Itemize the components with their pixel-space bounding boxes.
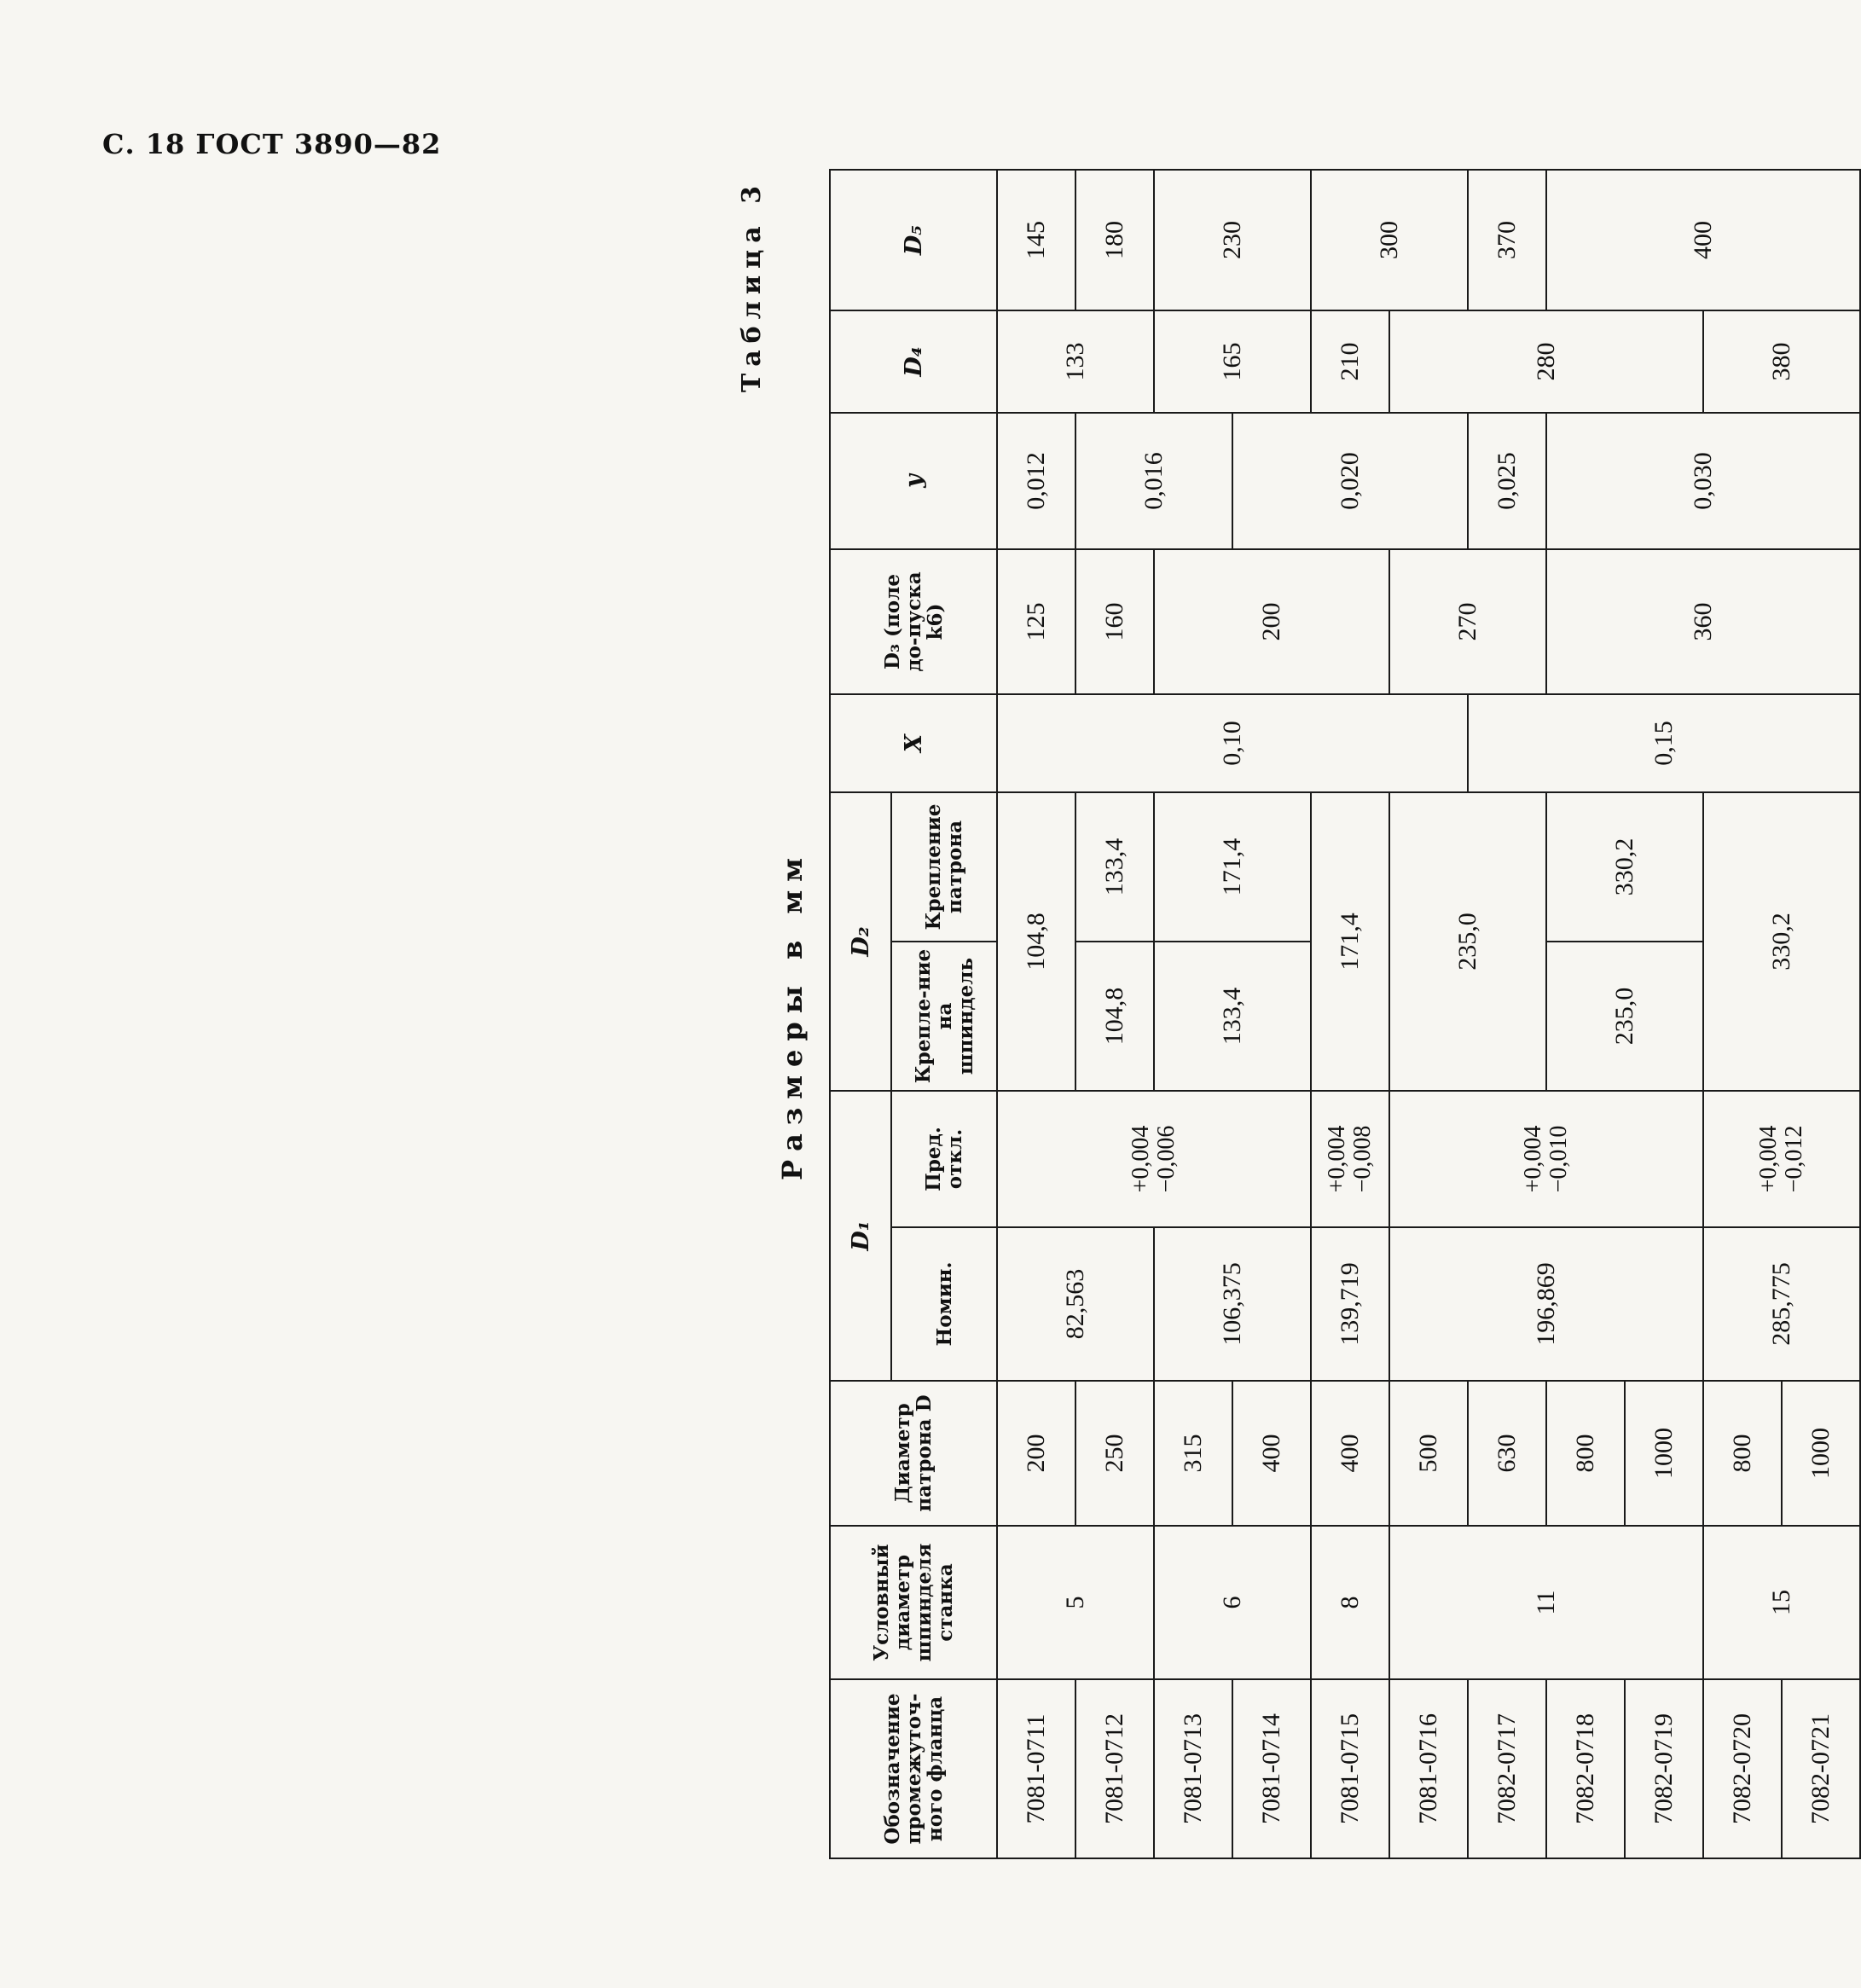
header-spindle-diameter: Условный диаметр шпинделя станка (830, 1526, 997, 1679)
d4-cell: 280 (1389, 310, 1703, 413)
d5-cell: 145 (997, 170, 1075, 310)
flange-code-cell: 7081-0714 (1232, 1679, 1311, 1858)
flange-code-cell: 7081-0712 (1075, 1679, 1154, 1858)
y-cell: 0,012 (997, 413, 1075, 549)
header-d2-chuck-mount: Крепление патрона (891, 792, 997, 942)
header-d1-nominal: Номин. (891, 1227, 997, 1381)
header-x: X (830, 694, 997, 792)
deviation-minus: −0,012 (1781, 1125, 1807, 1193)
d5-cell: 400 (1546, 170, 1860, 310)
flange-code-cell: 7082-0718 (1546, 1679, 1625, 1858)
header-d2-spindle-mount: Крепле-ние на шпиндель (891, 942, 997, 1091)
d1-nominal-cell: 196,869 (1389, 1227, 1703, 1381)
chuck-diameter-cell: 500 (1389, 1381, 1468, 1526)
flange-code-cell: 7082-0720 (1703, 1679, 1782, 1858)
d1-nominal-cell: 82,563 (997, 1227, 1154, 1381)
table-row (997, 170, 1075, 1858)
flange-code-cell: 7081-0716 (1389, 1679, 1468, 1858)
header-d5: D₅ (830, 170, 997, 310)
d2-chuck-cell: 133,4 (1075, 792, 1154, 942)
flange-code-cell: 7082-0721 (1782, 1679, 1860, 1858)
header-d2: D₂ (830, 792, 891, 1091)
y-cell: 0,030 (1546, 413, 1860, 549)
deviation-plus: +0,004 (1128, 1125, 1154, 1193)
chuck-diameter-cell: 400 (1232, 1381, 1311, 1526)
chuck-diameter-cell: 315 (1154, 1381, 1232, 1526)
x-cell: 0,10 (997, 694, 1468, 792)
y-cell: 0,025 (1468, 413, 1546, 549)
deviation-minus: −0,008 (1349, 1125, 1376, 1193)
d3-cell: 360 (1546, 549, 1860, 694)
flange-dimensions-table (829, 169, 1861, 1859)
chuck-diameter-cell: 800 (1546, 1381, 1625, 1526)
deviation-minus: −0,010 (1545, 1125, 1572, 1193)
d4-cell: 210 (1311, 310, 1389, 413)
y-cell: 0,016 (1075, 413, 1232, 549)
d2-merged-cell: 104,8 (997, 792, 1075, 1091)
header-flange-code: Обозначение промежуточ-ного фланца (830, 1679, 997, 1858)
d1-nominal-cell: 139,719 (1311, 1227, 1389, 1381)
d2-chuck-cell: 171,4 (1154, 792, 1311, 942)
d3-cell: 160 (1075, 549, 1154, 694)
d3-cell: 125 (997, 549, 1075, 694)
d4-cell: 133 (997, 310, 1154, 413)
d5-cell: 180 (1075, 170, 1154, 310)
deviation-plus: +0,004 (1324, 1125, 1350, 1193)
flange-code-cell: 7082-0717 (1468, 1679, 1546, 1858)
d1-nominal-cell: 106,375 (1154, 1227, 1311, 1381)
d2-spindle-cell: 104,8 (1075, 942, 1154, 1091)
d3-cell: 270 (1389, 549, 1546, 694)
y-cell: 0,020 (1232, 413, 1468, 549)
d5-cell: 370 (1468, 170, 1546, 310)
deviation-plus: +0,004 (1755, 1125, 1782, 1193)
chuck-diameter-cell: 800 (1703, 1381, 1782, 1526)
x-cell: 0,15 (1468, 694, 1860, 792)
d1-deviation-cell (1389, 1091, 1703, 1227)
spindle-cell: 15 (1703, 1526, 1860, 1679)
header-d3: D₃ (поле до-пуска k6) (830, 549, 997, 694)
header-chuck-diameter: Диаметр патрона D (830, 1381, 997, 1526)
units-row (771, 171, 814, 1859)
page-header: С. 18 ГОСТ 3890—82 (102, 128, 442, 160)
d1-deviation-cell (1311, 1091, 1389, 1227)
d2-merged-cell: 330,2 (1703, 792, 1860, 1091)
d4-cell: 165 (1154, 310, 1311, 413)
chuck-diameter-cell: 400 (1311, 1381, 1389, 1526)
flange-code-cell: 7081-0713 (1154, 1679, 1232, 1858)
flange-code-cell: 7081-0711 (997, 1679, 1075, 1858)
d2-spindle-cell: 235,0 (1546, 942, 1703, 1091)
units-label: Размеры в мм (776, 849, 809, 1180)
table-label: Таблица 3 (736, 179, 767, 393)
chuck-diameter-cell: 200 (997, 1381, 1075, 1526)
d5-cell: 230 (1154, 170, 1311, 310)
deviation-plus: +0,004 (1520, 1125, 1546, 1193)
spindle-cell: 11 (1389, 1526, 1703, 1679)
chuck-diameter-cell: 250 (1075, 1381, 1154, 1526)
flange-code-cell: 7082-0719 (1625, 1679, 1703, 1858)
d3-cell: 200 (1154, 549, 1389, 694)
spindle-cell: 8 (1311, 1526, 1389, 1679)
chuck-diameter-cell: 1000 (1625, 1381, 1703, 1526)
d1-nominal-cell: 285,775 (1703, 1227, 1860, 1381)
d2-spindle-cell: 133,4 (1154, 942, 1311, 1091)
d1-deviation-cell (1703, 1091, 1860, 1227)
d2-merged-cell: 235,0 (1389, 792, 1546, 1091)
d2-merged-cell: 171,4 (1311, 792, 1389, 1091)
spindle-cell: 6 (1154, 1526, 1311, 1679)
d2-chuck-cell: 330,2 (1546, 792, 1703, 942)
header-d1-deviation: Пред. откл. (891, 1091, 997, 1227)
header-d4: D₄ (830, 310, 997, 413)
spindle-cell: 5 (997, 1526, 1154, 1679)
deviation-minus: −0,006 (1153, 1125, 1180, 1193)
d4-cell: 380 (1703, 310, 1860, 413)
header-d1: D₁ (830, 1091, 891, 1381)
table-caption-row (732, 171, 771, 1859)
chuck-diameter-cell: 630 (1468, 1381, 1546, 1526)
d5-cell: 300 (1311, 170, 1468, 310)
chuck-diameter-cell: 1000 (1782, 1381, 1860, 1526)
flange-code-cell: 7081-0715 (1311, 1679, 1389, 1858)
header-y: y (830, 413, 997, 549)
d1-deviation-cell (997, 1091, 1311, 1227)
rotated-table-block (732, 171, 1861, 1859)
